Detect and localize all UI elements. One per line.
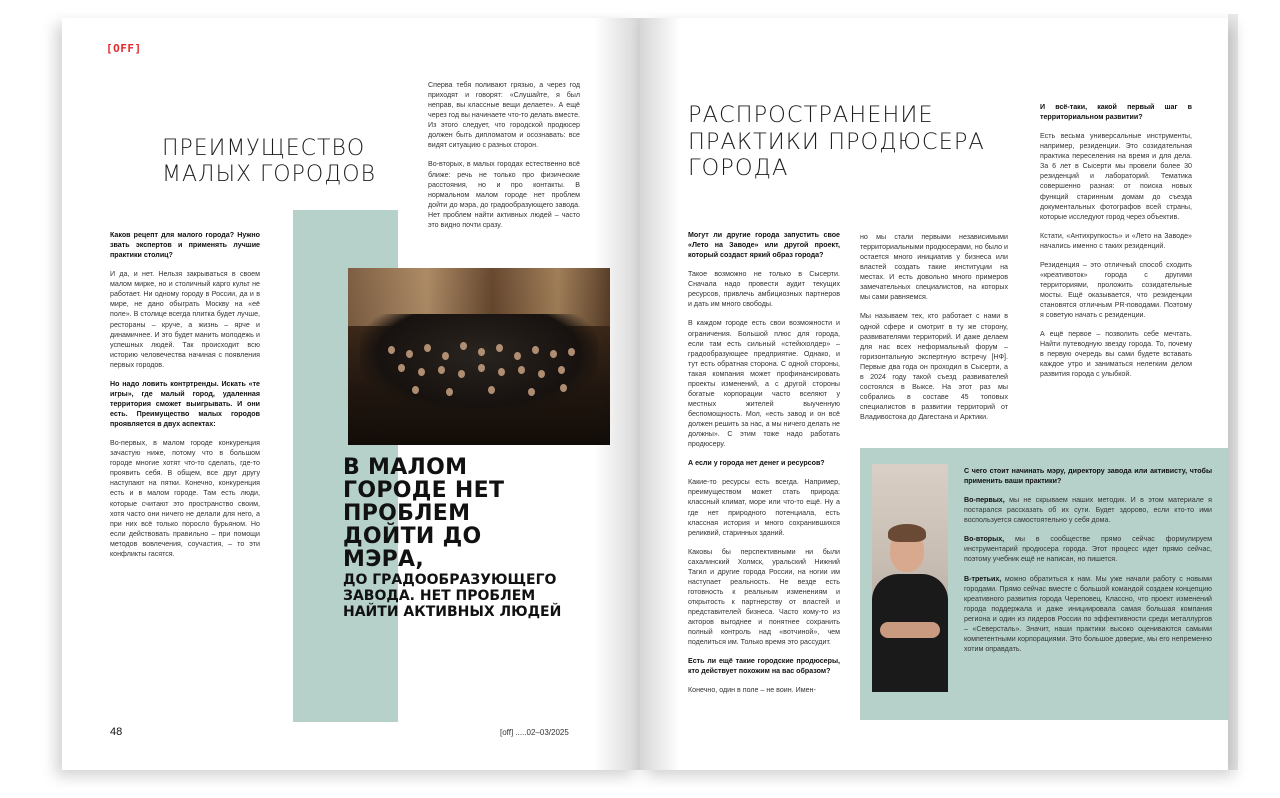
question: С чего стоит начинать мэру, директору завода или активисту, чтобы применить ваши практики? — [964, 467, 1212, 486]
portrait-photo — [872, 464, 948, 692]
left-column-1 — [110, 230, 260, 568]
issue-footer: [off] .....02–03/2025 — [500, 728, 569, 737]
right-column-1 — [688, 230, 840, 705]
right-column-3 — [1040, 102, 1192, 389]
paragraph: В каждом городе есть свои возможности и ограничения. Большой плюс для города, если там есть сильный «стейкхолдер» – градообразующее предприятие. Однако, и тут есть обратная сторона. С одной стороны, такая компания может профинансировать проекты изменений, а с другой стороны богатые корпорации часто вселяют у местных жителей выученную беспомощность. Мол, «есть завод и он всё должен решить за нас, а мы ничего делать не должны». С этим тоже надо работать продюсеру. — [688, 319, 840, 449]
group-photo — [348, 268, 610, 445]
question: Каков рецепт для малого города? Нужно звать экспертов и применять лучшие практики столиц? — [110, 231, 260, 260]
question: А если у города нет денег и ресурсов? — [688, 459, 825, 468]
gutter-shadow — [594, 18, 640, 770]
paragraph: Есть весьма универсальные инструменты, например, резиденции. Это созидательная практика переселения на время и для дела. За 6 лет в Сысерти мы провели более 30 резиденций и лабораторий. Тематика совершенно разная: от поиска новых функций старинным домам до съезда документальных фотографов всей страны, которые исследуют город через объектив. — [1040, 132, 1192, 221]
brand-logo: [OFF] — [106, 42, 142, 55]
paragraph: Каковы бы перспективными ни были сахалинский Холмск, уральский Нижний Тагил и другие города России, на ногии им наступает реальность. Не везде есть готовность к реальным изменениям и открытость к партнерству от властей и представителей бизнеса. Часто кому-то из акторов выгоднее и понятнее сохранить полный контроль над «вотчиной», чем поделиться им. Только время это рассудит. — [688, 547, 840, 647]
page-number: 48 — [110, 726, 123, 738]
paragraph-text: можно обратиться к нам. Мы уже начали работу с новыми городами. Прямо сейчас вместе с большой командой создаем концепцию креативного развития города Череповец. Классно, что проект изменений города поддержала и даже инициировала самая большая компания региона и один из лидеров России по эффективности среди металлургов – «Северсталь». Значит, наши практики высоко оцениваются самыми компетентными корпорациями. Это большое доверие, мы его непременно хотим оправдать. — [964, 574, 1212, 653]
right-page — [640, 18, 1228, 770]
paragraph: Какие-то ресурсы есть всегда. Например, преимуществом может стать природа: классный климат, море или что-то ещё. Ну а где нет природного потенциала, есть классная история и много сохранившихся реликвий, старинных зданий. — [688, 478, 840, 537]
pull-quote-large: В МАЛОМ ГОРОДЕ НЕТ ПРОБЛЕМ ДОЙТИ ДО МЭРА, — [343, 455, 505, 573]
paragraph: Во-первых, в малом городе конкуренция зачастую ниже, потому что в большом городе многие хотят что-то сделать, где-то проявить себя. В общем, все друг другу наступают на пятки. Конечно, конкуренция есть и в малом городе. Там есть люди, которые считают это пространство своим, хотя часто они ничего не делали для него, а при них всё только поросло бурьяном. Но если действовать правильно – при помощи методов вовлечения, соучастия, – то эти конфликты гасятся. — [110, 439, 260, 558]
paragraph-text: мы в сообществе прямо сейчас формулируем инструментарий продюсера города. Этот процесс идет прямо сейчас, поэтому учебник ещё не написан, но пишется. — [964, 535, 1212, 564]
paragraph: Во-вторых, в малых городах естественно всё ближе: речь не только про физические расстояния, но и про контакты. В нормальном малом городе нет проблем дойти до мэра, до градообразующего завода. Нет проблем найти активных людей – часто это видно почти сразу. — [428, 160, 580, 229]
paragraph: А ещё первое – позволить себе мечтать. Найти путеводную звезду города. То, почему в первую очередь вы сами будете вставать каждое утро и заниматься нелегким делом развития города с улыбкой. — [1040, 330, 1192, 379]
paragraph: Резиденция – это отличный способ сходить «креативоток» города с другими территориями, проложить созидательные мосты. Ещё оказывается, что резиденции становятся отличным PR-поводами. Поэтому я советую начать с резиденции. — [1040, 260, 1192, 320]
gutter-shadow — [640, 18, 680, 770]
paragraph: Такое возможно не только в Сысерти. Сначала надо провести аудит текущих ресурсов, привлечь амбициозных партнеров и дать им много свободы. — [688, 270, 840, 309]
paragraph — [964, 534, 1212, 564]
paragraph: Конечно, один в поле – не воин. Имен- — [688, 686, 816, 695]
question: И всё-таки, какой первый шаг в территориальном развитии? — [1040, 103, 1192, 122]
paragraph — [964, 495, 1212, 525]
paragraph-text: мы не скрываем наших методик. И в этом материале я постарался рассказать об их сути. Будет здорово, если кто-то ими воспользуется самостоятельно у себя дома. — [964, 496, 1212, 525]
paragraph: Сперва тебя поливают грязью, а через год приходят и говорят: «Слушайте, я был неправ, вы классные вещи делаете». А ещё через год вы начинаете что-то делать вместе. Из этого следует, что городской продюсер должен быть дипломатом и осознавать: все видят ситуацию с разных сторон. — [428, 81, 580, 150]
question: Есть ли ещё такие городские продюсеры, кто действует похожим на вас образом? — [688, 657, 840, 676]
question: Могут ли другие города запустить свое «Лето на Заводе» или другой проект, который создаст яркий образ города? — [688, 231, 840, 260]
left-article-title: ПРЕИМУЩЕСТВО МАЛЫХ ГОРОДОВ — [162, 136, 377, 187]
question: Но надо ловить контртренды. Искать «те игры», где малый город, удаленная территория сможет выигрывать. И они есть. Преимущество малых городов проявляется в двух аспектах: — [110, 379, 260, 429]
left-page — [62, 18, 640, 770]
lead-word: В-третьих, — [964, 574, 1002, 583]
paragraph: Кстати, «Антихрупкость» и «Лето на Заводе» начались именно с таких резиденций. — [1040, 231, 1192, 250]
paragraph: но мы стали первыми независимыми территориальными продюсерами, но было и остается много инициатив у бизнеса или властей создать такие институции на местах. И есть довольно много примеров замечательных специалистов, на которых мы сами равняемся. — [860, 233, 1008, 302]
pull-quote-small: ДО ГРАДООБРАЗУЮЩЕГО ЗАВОДА. НЕТ ПРОБЛЕМ НАЙТИ АКТИВНЫХ ЛЮДЕЙ — [343, 572, 562, 620]
right-column-2 — [860, 232, 1008, 431]
page-edge — [1228, 14, 1238, 770]
interview-box — [964, 466, 1212, 663]
lead-word: Во-первых, — [964, 496, 1005, 505]
left-column-2 — [428, 80, 580, 239]
paragraph — [964, 574, 1212, 655]
paragraph: И да, и нет. Нельзя закрываться в своем малом мирке, но и столичный карго культ не работает. Ни одному городу в России, да и в мире, не дано обыграть Москву на «её поле». В столице всегда плитка будет лучше, рестораны – круче, а жизнь – ярче и динамичнее. И это будет манить молодежь и успешных людей. Так происходит всю историю человечества начиная с появления первых городов. — [110, 270, 260, 369]
paragraph: Мы называем тех, кто работает с нами в одной сфере и смотрит в ту же сторону, развивателями территорий. И даже делаем для нас всех неформальный форум – горизонтальную экспертную встречу [НФ]. Первые два года он проходил в Сысерти, а в 2024 году такой съезд развивателей состоялся в Выксе. На этот раз мы собрались в составе 45 топовых специалистов в развитии территорий от Владивостока до Дагестана и Арктики. — [860, 312, 1008, 422]
lead-word: Во-вторых, — [964, 535, 1005, 544]
right-article-title: РАСПРОСТРАНЕНИЕ ПРАКТИКИ ПРОДЮСЕРА ГОРОДА — [688, 102, 985, 182]
pull-quote — [343, 456, 563, 620]
